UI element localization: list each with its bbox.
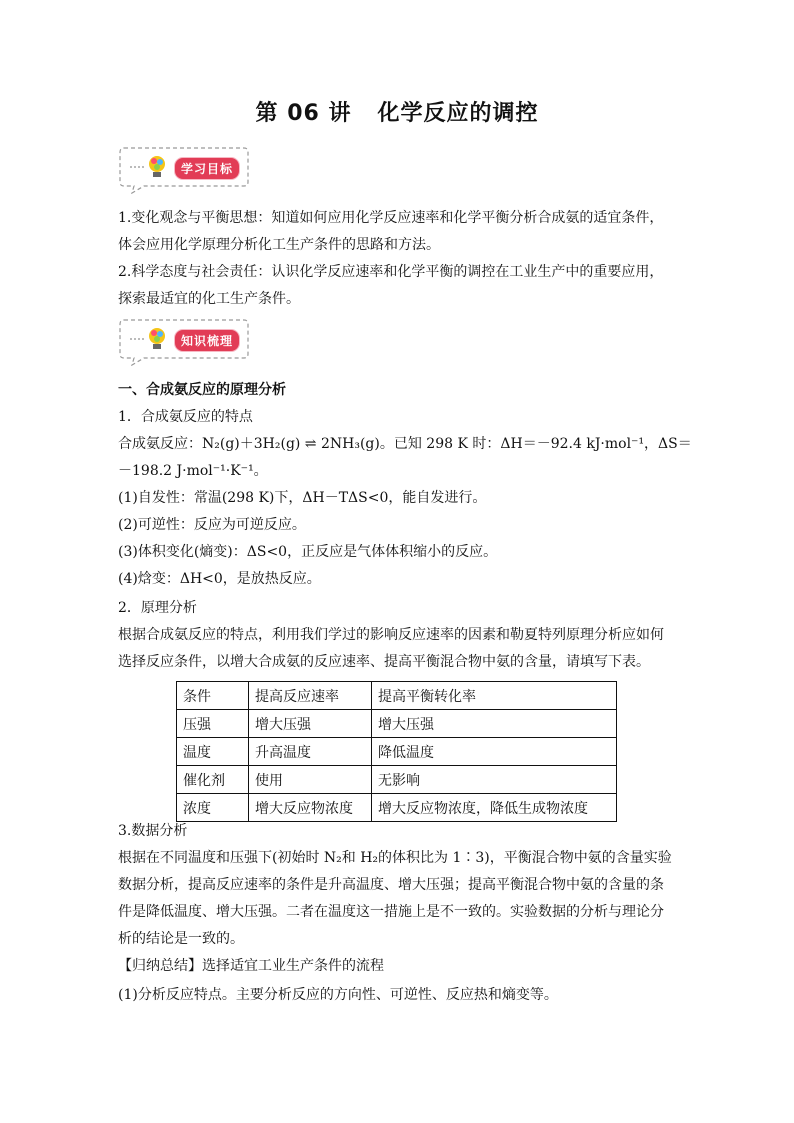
- learning-goals-badge: [118, 144, 250, 194]
- table-cell: 增大压强: [249, 710, 372, 738]
- table-header-cell: 提高反应速率: [249, 682, 372, 710]
- table-cell: 使用: [249, 766, 372, 794]
- summary-heading: 【归纳总结】选择适宜工业生产条件的流程: [118, 958, 384, 974]
- feature-item: (1)自发性：常温(298 K)下，ΔH－TΔS<0，能自发进行。: [118, 490, 487, 506]
- feature-item: (2)可逆性：反应为可逆反应。: [118, 517, 306, 533]
- table-header-cell: 提高平衡转化率: [372, 682, 617, 710]
- table-cell: 降低温度: [372, 738, 617, 766]
- lightbulb-icon: [146, 154, 168, 180]
- table-row: [177, 794, 617, 822]
- subsection-heading: 2．原理分析: [118, 600, 197, 616]
- table-cell: 催化剂: [177, 766, 249, 794]
- badge-label: 学习目标: [174, 157, 240, 180]
- subsection-heading: 1．合成氨反应的特点: [118, 409, 253, 425]
- table-row: [177, 738, 617, 766]
- section-heading: 一、合成氨反应的原理分析: [118, 382, 286, 398]
- table-header-row: [177, 682, 617, 710]
- table-header-cell: 条件: [177, 682, 249, 710]
- table-cell: 浓度: [177, 794, 249, 822]
- goal-2: 2.科学态度与社会责任：认识化学反应速率和化学平衡的调控在工业生产中的重要应用，探索最适宜的化工生产条件。: [118, 264, 664, 307]
- conditions-table: [176, 681, 617, 822]
- table-cell: 增大压强: [372, 710, 617, 738]
- table-cell: 温度: [177, 738, 249, 766]
- page-title: 第 06 讲 化学反应的调控: [255, 101, 539, 126]
- reaction-equation: 合成氨反应：N₂(g)＋3H₂(g) ⇌ 2NH₃(g)。已知 298 K 时：ΔH＝－92.4 kJ·mol⁻¹，ΔS＝: [118, 436, 692, 452]
- goal-1: 1.变化观念与平衡思想：知道如何应用化学反应速率和化学平衡分析合成氨的适宜条件，体会应用化学原理分析化工生产条件的思路和方法。: [118, 210, 664, 253]
- table-cell: 升高温度: [249, 738, 372, 766]
- feature-item: (4)焓变：ΔH<0，是放热反应。: [118, 571, 321, 587]
- table-cell: 增大反应物浓度，降低生成物浓度: [372, 794, 617, 822]
- table-cell: 增大反应物浓度: [249, 794, 372, 822]
- lightbulb-icon: [146, 326, 168, 352]
- summary-item: (1)分析反应特点。主要分析反应的方向性、可逆性、反应热和熵变等。: [118, 987, 558, 1003]
- table-row: [177, 710, 617, 738]
- analysis-paragraph: 根据合成氨反应的特点，利用我们学过的影响反应速率的因素和勒夏特列原理分析应如何选择反应条件，以增大合成氨的反应速率、提高平衡混合物中氨的含量，请填写下表。: [118, 627, 664, 670]
- table-cell: 压强: [177, 710, 249, 738]
- badge-label: 知识梳理: [174, 329, 240, 352]
- reaction-equation-cont: －198.2 J·mol⁻¹·K⁻¹。: [118, 463, 268, 479]
- data-analysis-paragraph: 根据在不同温度和压强下(初始时 N₂和 H₂的体积比为 1∶3)，平衡混合物中氨的含量实验数据分析，提高反应速率的条件是升高温度、增大压强；提高平衡混合物中氨的含量的条件是降低温度、增大压强。二者在温度这一措施上是不一致的。实验数据的分析与理论分析的结论是一致的。: [118, 850, 672, 947]
- subsection-heading: 3.数据分析: [118, 823, 188, 839]
- table-row: [177, 766, 617, 794]
- feature-item: (3)体积变化(熵变)：ΔS<0，正反应是气体体积缩小的反应。: [118, 544, 498, 560]
- knowledge-review-badge: [118, 316, 250, 366]
- table-cell: 无影响: [372, 766, 617, 794]
